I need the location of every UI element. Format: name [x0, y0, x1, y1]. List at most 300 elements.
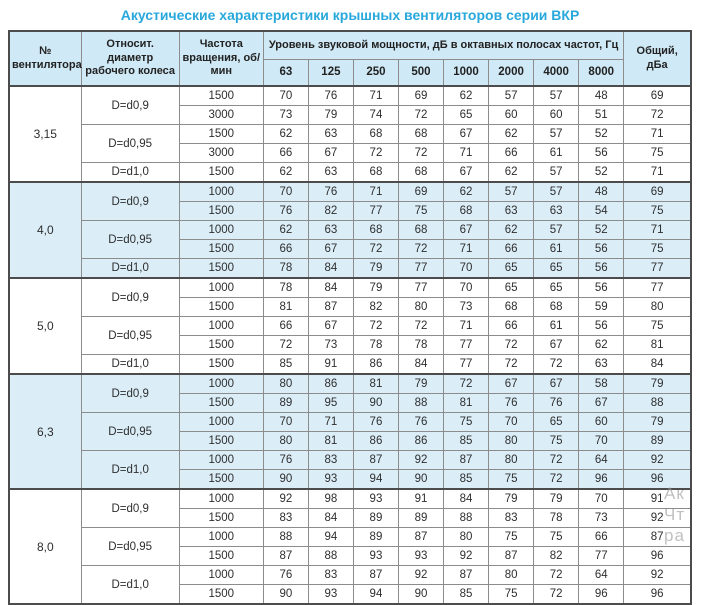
header-row-top — [9, 31, 691, 60]
sound-level-cell: 72 — [489, 336, 534, 355]
table-row — [9, 221, 691, 240]
diameter-cell: D=d1,0 — [81, 566, 179, 605]
sound-level-cell: 52 — [579, 163, 624, 183]
sound-level-cell: 66 — [263, 144, 308, 163]
total-dba-cell: 77 — [624, 259, 691, 279]
sound-level-cell: 81 — [353, 374, 398, 394]
sound-level-cell: 70 — [263, 86, 308, 106]
sound-level-cell: 63 — [579, 355, 624, 375]
header-octave-band: 63 — [263, 60, 308, 87]
sound-level-cell: 89 — [263, 394, 308, 413]
sound-level-cell: 87 — [263, 547, 308, 566]
sound-level-cell: 62 — [444, 182, 489, 202]
sound-level-cell: 93 — [308, 585, 353, 605]
sound-level-cell: 80 — [444, 528, 489, 547]
sound-level-cell: 73 — [579, 509, 624, 528]
sound-level-cell: 90 — [398, 585, 443, 605]
speed-cell: 1000 — [179, 528, 263, 547]
sound-level-cell: 77 — [579, 547, 624, 566]
sound-level-cell: 70 — [489, 413, 534, 432]
diameter-cell: D=d0,9 — [81, 182, 179, 221]
speed-cell: 1500 — [179, 355, 263, 375]
sound-level-cell: 72 — [353, 240, 398, 259]
sound-level-cell: 76 — [489, 394, 534, 413]
sound-level-cell: 65 — [534, 259, 579, 279]
diameter-cell: D=d1,0 — [81, 259, 179, 279]
sound-level-cell: 90 — [353, 394, 398, 413]
header-rotation-speed: Частота вращения, об/мин — [179, 31, 263, 86]
table-row — [9, 163, 691, 183]
speed-cell: 1000 — [179, 221, 263, 240]
sound-level-cell: 65 — [534, 278, 579, 298]
sound-level-cell: 66 — [263, 240, 308, 259]
total-dba-cell: 69 — [624, 182, 691, 202]
total-dba-cell: 77 — [624, 278, 691, 298]
total-dba-cell: 75 — [624, 144, 691, 163]
sound-level-cell: 62 — [263, 163, 308, 183]
sound-level-cell: 59 — [579, 298, 624, 317]
sound-level-cell: 83 — [308, 566, 353, 585]
sound-level-cell: 77 — [353, 202, 398, 221]
sound-level-cell: 63 — [308, 163, 353, 183]
total-dba-cell: 71 — [624, 125, 691, 144]
sound-level-cell: 63 — [534, 202, 579, 221]
sound-level-cell: 68 — [398, 221, 443, 240]
diameter-cell: D=d0,9 — [81, 278, 179, 317]
sound-level-cell: 67 — [308, 240, 353, 259]
table-row — [9, 278, 691, 298]
sound-level-cell: 80 — [398, 298, 443, 317]
sound-level-cell: 48 — [579, 86, 624, 106]
sound-level-cell: 79 — [353, 259, 398, 279]
table-row — [9, 566, 691, 585]
sound-level-cell: 62 — [263, 221, 308, 240]
sound-level-cell: 72 — [353, 317, 398, 336]
sound-level-cell: 78 — [263, 259, 308, 279]
table-row — [9, 86, 691, 106]
header-relative-diameter: Относит. диаметр рабочего колеса — [81, 31, 179, 86]
sound-level-cell: 62 — [489, 163, 534, 183]
sound-level-cell: 67 — [489, 374, 534, 394]
sound-level-cell: 66 — [489, 144, 534, 163]
sound-level-cell: 75 — [534, 528, 579, 547]
sound-level-cell: 77 — [444, 355, 489, 375]
table-row — [9, 182, 691, 202]
sound-level-cell: 62 — [579, 336, 624, 355]
speed-cell: 1500 — [179, 240, 263, 259]
sound-level-cell: 83 — [308, 451, 353, 470]
sound-level-cell: 77 — [444, 336, 489, 355]
sound-level-cell: 86 — [398, 432, 443, 451]
diameter-cell: D=d1,0 — [81, 451, 179, 490]
sound-level-cell: 52 — [579, 125, 624, 144]
speed-cell: 1500 — [179, 336, 263, 355]
diameter-cell: D=d0,95 — [81, 317, 179, 355]
sound-level-cell: 74 — [353, 106, 398, 125]
fan-number-cell: 6,3 — [9, 374, 81, 489]
sound-level-cell: 71 — [444, 144, 489, 163]
sound-level-cell: 85 — [444, 432, 489, 451]
sound-level-cell: 76 — [263, 451, 308, 470]
sound-level-cell: 88 — [308, 547, 353, 566]
sound-level-cell: 67 — [579, 394, 624, 413]
sound-level-cell: 78 — [263, 278, 308, 298]
sound-level-cell: 68 — [353, 125, 398, 144]
sound-level-cell: 56 — [579, 317, 624, 336]
table-row — [9, 259, 691, 279]
speed-cell: 1000 — [179, 566, 263, 585]
diameter-cell: D=d0,9 — [81, 374, 179, 413]
total-dba-cell: 88 — [624, 394, 691, 413]
watermark-text: Чт — [664, 505, 686, 524]
sound-level-cell: 67 — [444, 163, 489, 183]
sound-level-cell: 76 — [263, 566, 308, 585]
sound-level-cell: 87 — [308, 298, 353, 317]
diameter-cell: D=d0,9 — [81, 86, 179, 125]
sound-level-cell: 92 — [398, 566, 443, 585]
sound-level-cell: 76 — [534, 394, 579, 413]
sound-level-cell: 75 — [489, 470, 534, 490]
sound-level-cell: 68 — [398, 163, 443, 183]
sound-level-cell: 72 — [534, 585, 579, 605]
speed-cell: 1500 — [179, 86, 263, 106]
sound-level-cell: 82 — [353, 298, 398, 317]
diameter-cell: D=d0,95 — [81, 125, 179, 163]
sound-level-cell: 73 — [308, 336, 353, 355]
total-dba-cell: 75 — [624, 202, 691, 221]
speed-cell: 1500 — [179, 163, 263, 183]
sound-level-cell: 87 — [353, 451, 398, 470]
header-octave-band: 500 — [398, 60, 443, 87]
total-dba-cell: 92 — [624, 509, 691, 528]
header-octave-group: Уровень звуковой мощности, дБ в октавных полосах частот, Гц — [263, 31, 623, 60]
sound-level-cell: 72 — [534, 566, 579, 585]
total-dba-cell: 96 — [624, 547, 691, 566]
speed-cell: 1500 — [179, 125, 263, 144]
sound-level-cell: 84 — [398, 355, 443, 375]
sound-level-cell: 92 — [398, 451, 443, 470]
sound-level-cell: 80 — [263, 432, 308, 451]
sound-level-cell: 68 — [444, 202, 489, 221]
sound-level-cell: 84 — [308, 278, 353, 298]
total-dba-cell: 80 — [624, 298, 691, 317]
sound-level-cell: 73 — [444, 298, 489, 317]
acoustic-characteristics-table — [8, 30, 692, 605]
sound-level-cell: 76 — [263, 202, 308, 221]
sound-level-cell: 64 — [579, 451, 624, 470]
speed-cell: 3000 — [179, 144, 263, 163]
sound-level-cell: 69 — [398, 182, 443, 202]
sound-level-cell: 65 — [489, 259, 534, 279]
sound-level-cell: 93 — [353, 489, 398, 509]
fan-number-cell: 4,0 — [9, 182, 81, 278]
table-row — [9, 451, 691, 470]
sound-level-cell: 66 — [489, 240, 534, 259]
total-dba-cell: 92 — [624, 566, 691, 585]
sound-level-cell: 88 — [444, 509, 489, 528]
sound-level-cell: 70 — [263, 413, 308, 432]
speed-cell: 1000 — [179, 317, 263, 336]
sound-level-cell: 48 — [579, 182, 624, 202]
sound-level-cell: 67 — [444, 221, 489, 240]
sound-level-cell: 80 — [489, 451, 534, 470]
sound-level-cell: 67 — [534, 374, 579, 394]
sound-level-cell: 68 — [398, 125, 443, 144]
header-octave-band: 1000 — [444, 60, 489, 87]
sound-level-cell: 77 — [398, 278, 443, 298]
fan-number-cell: 5,0 — [9, 278, 81, 374]
sound-level-cell: 68 — [534, 298, 579, 317]
table-header — [9, 31, 691, 86]
sound-level-cell: 66 — [579, 528, 624, 547]
sound-level-cell: 96 — [579, 585, 624, 605]
sound-level-cell: 88 — [398, 394, 443, 413]
sound-level-cell: 81 — [444, 394, 489, 413]
sound-level-cell: 89 — [398, 509, 443, 528]
table-row — [9, 374, 691, 394]
sound-level-cell: 58 — [579, 374, 624, 394]
speed-cell: 1500 — [179, 298, 263, 317]
table-row — [9, 355, 691, 375]
sound-level-cell: 56 — [579, 144, 624, 163]
sound-level-cell: 63 — [489, 202, 534, 221]
sound-level-cell: 56 — [579, 259, 624, 279]
sound-level-cell: 62 — [263, 125, 308, 144]
total-dba-cell: 79 — [624, 374, 691, 394]
sound-level-cell: 60 — [579, 413, 624, 432]
sound-level-cell: 60 — [534, 106, 579, 125]
sound-level-cell: 61 — [534, 144, 579, 163]
sound-level-cell: 61 — [534, 317, 579, 336]
sound-level-cell: 75 — [489, 528, 534, 547]
diameter-cell: D=d1,0 — [81, 355, 179, 375]
sound-level-cell: 91 — [308, 355, 353, 375]
sound-level-cell: 81 — [308, 432, 353, 451]
diameter-cell: D=d0,95 — [81, 221, 179, 259]
sound-level-cell: 90 — [263, 470, 308, 490]
sound-level-cell: 52 — [579, 221, 624, 240]
sound-level-cell: 71 — [444, 240, 489, 259]
sound-level-cell: 70 — [579, 489, 624, 509]
total-dba-cell: 81 — [624, 336, 691, 355]
sound-level-cell: 57 — [534, 125, 579, 144]
total-dba-cell: 72 — [624, 106, 691, 125]
sound-level-cell: 56 — [579, 240, 624, 259]
sound-level-cell: 93 — [308, 470, 353, 490]
sound-level-cell: 67 — [534, 336, 579, 355]
sound-level-cell: 84 — [444, 489, 489, 509]
sound-level-cell: 85 — [444, 585, 489, 605]
sound-level-cell: 68 — [353, 221, 398, 240]
sound-level-cell: 71 — [444, 317, 489, 336]
sound-level-cell: 90 — [263, 585, 308, 605]
table-row — [9, 125, 691, 144]
speed-cell: 1500 — [179, 394, 263, 413]
sound-level-cell: 79 — [353, 278, 398, 298]
sound-level-cell: 86 — [353, 355, 398, 375]
sound-level-cell: 62 — [489, 125, 534, 144]
sound-level-cell: 83 — [263, 509, 308, 528]
sound-level-cell: 67 — [308, 144, 353, 163]
sound-level-cell: 68 — [353, 163, 398, 183]
speed-cell: 1500 — [179, 470, 263, 490]
table-row — [9, 528, 691, 547]
sound-level-cell: 89 — [353, 509, 398, 528]
sound-level-cell: 81 — [263, 298, 308, 317]
speed-cell: 1000 — [179, 413, 263, 432]
page-title: Акустические характеристики крышных вентиляторов серии ВКР — [120, 7, 580, 23]
header-fan-number: № вентилятора — [9, 31, 81, 86]
sound-level-cell: 57 — [489, 182, 534, 202]
sound-level-cell: 90 — [398, 470, 443, 490]
total-dba-cell: 96 — [624, 585, 691, 605]
sound-level-cell: 68 — [489, 298, 534, 317]
header-octave-band: 4000 — [534, 60, 579, 87]
sound-level-cell: 72 — [489, 355, 534, 375]
sound-level-cell: 88 — [263, 528, 308, 547]
sound-level-cell: 71 — [308, 413, 353, 432]
sound-level-cell: 87 — [444, 451, 489, 470]
total-dba-cell: 84 — [624, 355, 691, 375]
sound-level-cell: 93 — [353, 547, 398, 566]
sound-level-cell: 72 — [263, 336, 308, 355]
sound-level-cell: 57 — [534, 86, 579, 106]
header-octave-band: 250 — [353, 60, 398, 87]
speed-cell: 1500 — [179, 432, 263, 451]
sound-level-cell: 71 — [353, 182, 398, 202]
sound-level-cell: 65 — [534, 413, 579, 432]
table-row — [9, 489, 691, 509]
sound-level-cell: 57 — [534, 221, 579, 240]
speed-cell: 1500 — [179, 509, 263, 528]
header-total-dba: Общий, дБа — [624, 31, 691, 86]
header-octave-band: 125 — [308, 60, 353, 87]
sound-level-cell: 89 — [353, 528, 398, 547]
speed-cell: 3000 — [179, 106, 263, 125]
sound-level-cell: 78 — [353, 336, 398, 355]
sound-level-cell: 71 — [353, 86, 398, 106]
sound-level-cell: 72 — [534, 451, 579, 470]
table-row — [9, 317, 691, 336]
sound-level-cell: 70 — [263, 182, 308, 202]
sound-level-cell: 57 — [489, 86, 534, 106]
table-row — [9, 413, 691, 432]
total-dba-cell: 96 — [624, 470, 691, 490]
speed-cell: 1000 — [179, 451, 263, 470]
sound-level-cell: 93 — [398, 547, 443, 566]
sound-level-cell: 78 — [534, 509, 579, 528]
total-dba-cell: 69 — [624, 86, 691, 106]
sound-level-cell: 78 — [398, 336, 443, 355]
sound-level-cell: 75 — [489, 585, 534, 605]
speed-cell: 1000 — [179, 374, 263, 394]
sound-level-cell: 57 — [534, 182, 579, 202]
sound-level-cell: 72 — [534, 355, 579, 375]
watermark-text: Ак — [664, 484, 685, 503]
sound-level-cell: 85 — [444, 470, 489, 490]
sound-level-cell: 82 — [308, 202, 353, 221]
header-octave-band: 2000 — [489, 60, 534, 87]
total-dba-cell: 79 — [624, 413, 691, 432]
sound-level-cell: 80 — [489, 432, 534, 451]
sound-level-cell: 70 — [579, 432, 624, 451]
sound-level-cell: 51 — [579, 106, 624, 125]
sound-level-cell: 75 — [444, 413, 489, 432]
sound-level-cell: 92 — [263, 489, 308, 509]
sound-level-cell: 67 — [444, 125, 489, 144]
sound-level-cell: 73 — [263, 106, 308, 125]
sound-level-cell: 69 — [398, 86, 443, 106]
sound-level-cell: 66 — [489, 317, 534, 336]
sound-level-cell: 65 — [444, 106, 489, 125]
total-dba-cell: 71 — [624, 221, 691, 240]
table-body — [9, 86, 691, 604]
sound-level-cell: 70 — [444, 259, 489, 279]
sound-level-cell: 91 — [398, 489, 443, 509]
sound-level-cell: 79 — [308, 106, 353, 125]
total-dba-cell: 92 — [624, 451, 691, 470]
total-dba-cell: 87 — [624, 528, 691, 547]
sound-level-cell: 72 — [398, 240, 443, 259]
sound-level-cell: 72 — [353, 144, 398, 163]
fan-number-cell: 3,15 — [9, 86, 81, 182]
sound-level-cell: 94 — [353, 470, 398, 490]
sound-level-cell: 76 — [308, 86, 353, 106]
total-dba-cell: 75 — [624, 240, 691, 259]
sound-level-cell: 76 — [398, 413, 443, 432]
speed-cell: 1000 — [179, 278, 263, 298]
sound-level-cell: 62 — [444, 86, 489, 106]
diameter-cell: D=d0,9 — [81, 489, 179, 528]
sound-level-cell: 79 — [398, 374, 443, 394]
speed-cell: 1000 — [179, 489, 263, 509]
sound-level-cell: 86 — [353, 432, 398, 451]
sound-level-cell: 63 — [308, 125, 353, 144]
sound-level-cell: 61 — [534, 240, 579, 259]
sound-level-cell: 54 — [579, 202, 624, 221]
diameter-cell: D=d0,95 — [81, 413, 179, 451]
sound-level-cell: 80 — [263, 374, 308, 394]
sound-level-cell: 72 — [398, 317, 443, 336]
sound-level-cell: 94 — [353, 585, 398, 605]
speed-cell: 1500 — [179, 202, 263, 221]
total-dba-cell: 89 — [624, 432, 691, 451]
speed-cell: 1500 — [179, 585, 263, 605]
sound-level-cell: 76 — [308, 182, 353, 202]
sound-level-cell: 98 — [308, 489, 353, 509]
sound-level-cell: 79 — [534, 489, 579, 509]
diameter-cell: D=d0,95 — [81, 528, 179, 566]
sound-level-cell: 65 — [489, 278, 534, 298]
speed-cell: 1500 — [179, 547, 263, 566]
sound-level-cell: 75 — [534, 432, 579, 451]
sound-level-cell: 95 — [308, 394, 353, 413]
sound-level-cell: 76 — [353, 413, 398, 432]
sound-level-cell: 83 — [489, 509, 534, 528]
sound-level-cell: 87 — [398, 528, 443, 547]
sound-level-cell: 85 — [263, 355, 308, 375]
sound-level-cell: 84 — [308, 259, 353, 279]
sound-level-cell: 63 — [308, 221, 353, 240]
header-octave-band: 8000 — [579, 60, 624, 87]
sound-level-cell: 64 — [579, 566, 624, 585]
sound-level-cell: 87 — [444, 566, 489, 585]
total-dba-cell: 91 — [624, 489, 691, 509]
sound-level-cell: 60 — [489, 106, 534, 125]
sound-level-cell: 94 — [308, 528, 353, 547]
total-dba-cell: 71 — [624, 163, 691, 183]
sound-level-cell: 62 — [489, 221, 534, 240]
